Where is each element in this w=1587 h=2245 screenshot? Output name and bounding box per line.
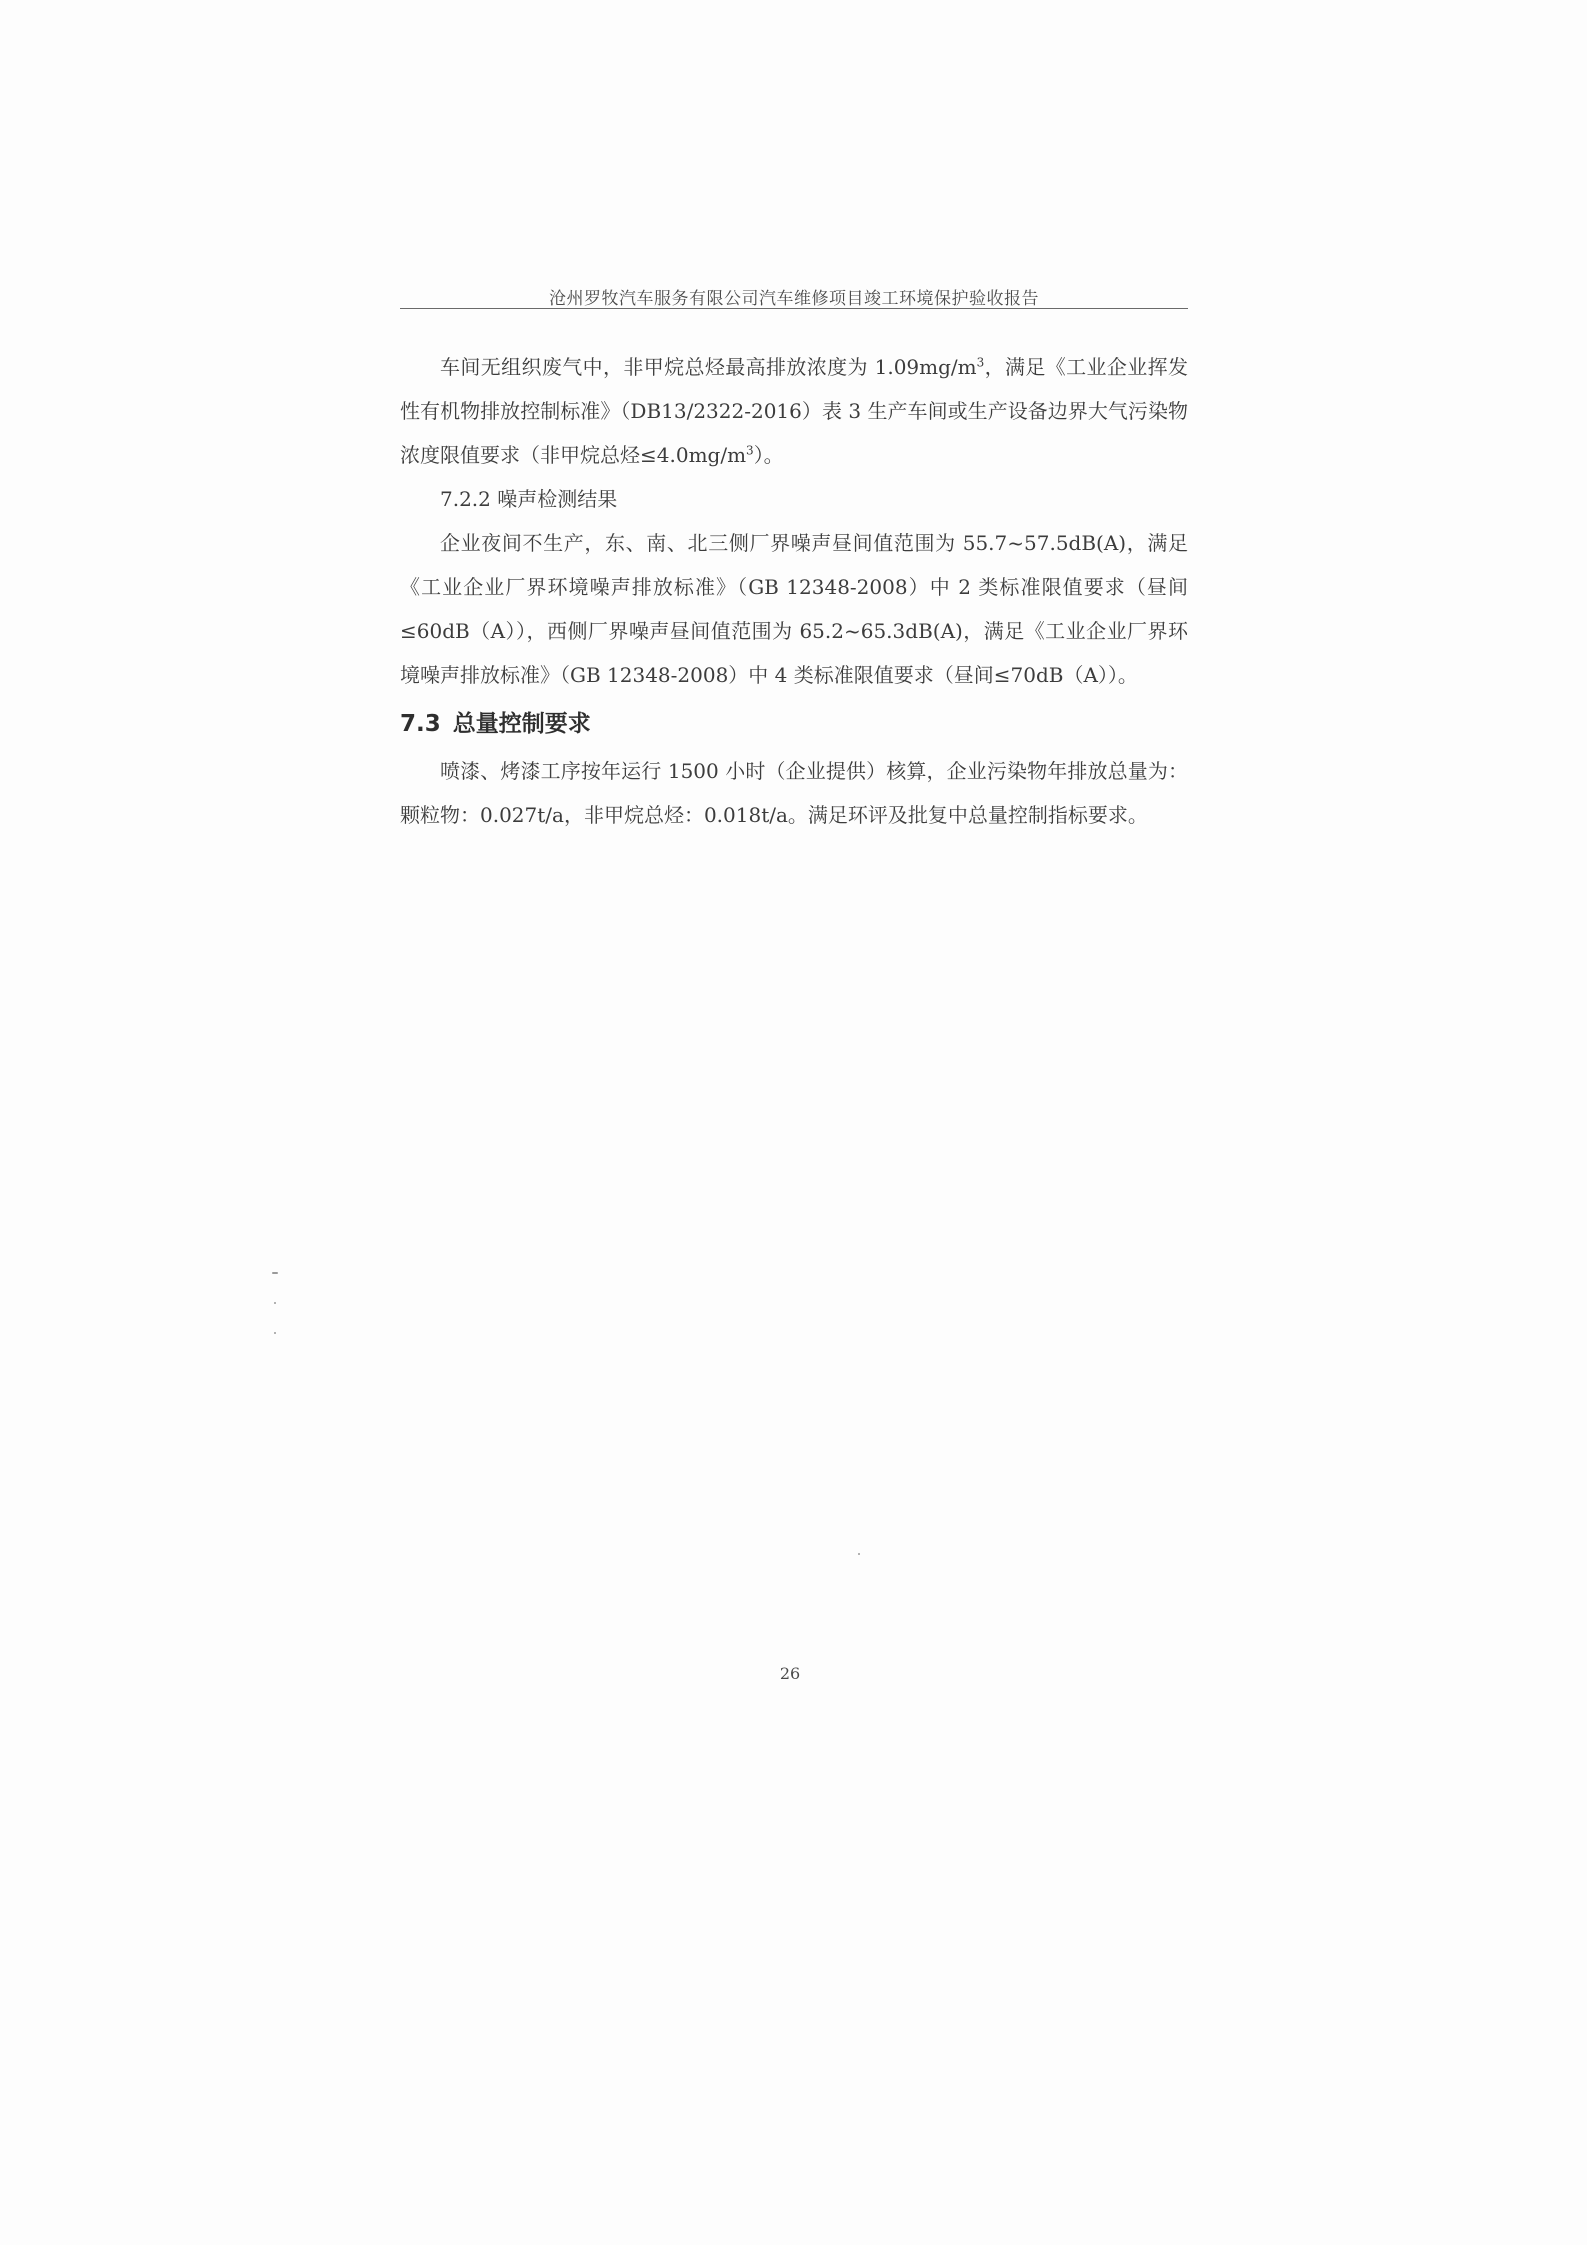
voc-text-1: 车间无组织废气中，非甲烷总烃最高排放浓度为 1.09mg/m (440, 355, 977, 379)
page-number: 26 (779, 1664, 801, 1683)
scan-speck (272, 1272, 278, 1274)
header-rule (400, 308, 1188, 309)
section-title: 总量控制要求 (452, 711, 591, 737)
voc-text-3: ）。 (753, 443, 784, 467)
section-number: 7.3 (400, 711, 441, 737)
paragraph-voc-emissions (400, 345, 1188, 477)
scan-speck (274, 1332, 276, 1334)
running-header: 沧州罗牧汽车服务有限公司汽车维修项目竣工环境保护验收报告 (549, 289, 1039, 309)
section-heading-7-3 (400, 699, 1188, 749)
voc-superscript-1: 3 (976, 355, 985, 370)
paragraph-total-control: 喷漆、烤漆工序按年运行 1500 小时（企业提供）核算，企业污染物年排放总量为：颗粒物：0.027t/a，非甲烷总烃：0.018t/a。满足环评及批复中总量控制指标要求。 (400, 759, 1188, 827)
paragraph-noise-results: 企业夜间不生产，东、南、北三侧厂界噪声昼间值范围为 55.7~57.5dB(A)，满足《工业企业厂界环境噪声排放标准》（GB 12348-2008）中 2 类标准限值要求（昼间≤60dB（A）），西侧厂界噪声昼间值范围为 65.2~65.3dB(A)，满足《工业企业厂界环境噪声排放标准》（GB 12348-2008）中 4 类标准限值要求（昼间≤70dB（A））。 (400, 531, 1188, 687)
subsection-heading-7-2-2: 7.2.2 噪声检测结果 (440, 487, 618, 511)
page-content (400, 345, 1188, 837)
voc-superscript-2: 3 (746, 443, 754, 458)
scan-speck (858, 1553, 860, 1555)
voc-text-2: ，满足《工业企业挥发性有机物排放控制标准》（DB13/2322-2016）表 3 生产车间或生产设备边界大气污染物浓度限值要求（非甲烷总烃≤4.0mg/m (400, 355, 1188, 467)
scan-speck (274, 1302, 276, 1304)
